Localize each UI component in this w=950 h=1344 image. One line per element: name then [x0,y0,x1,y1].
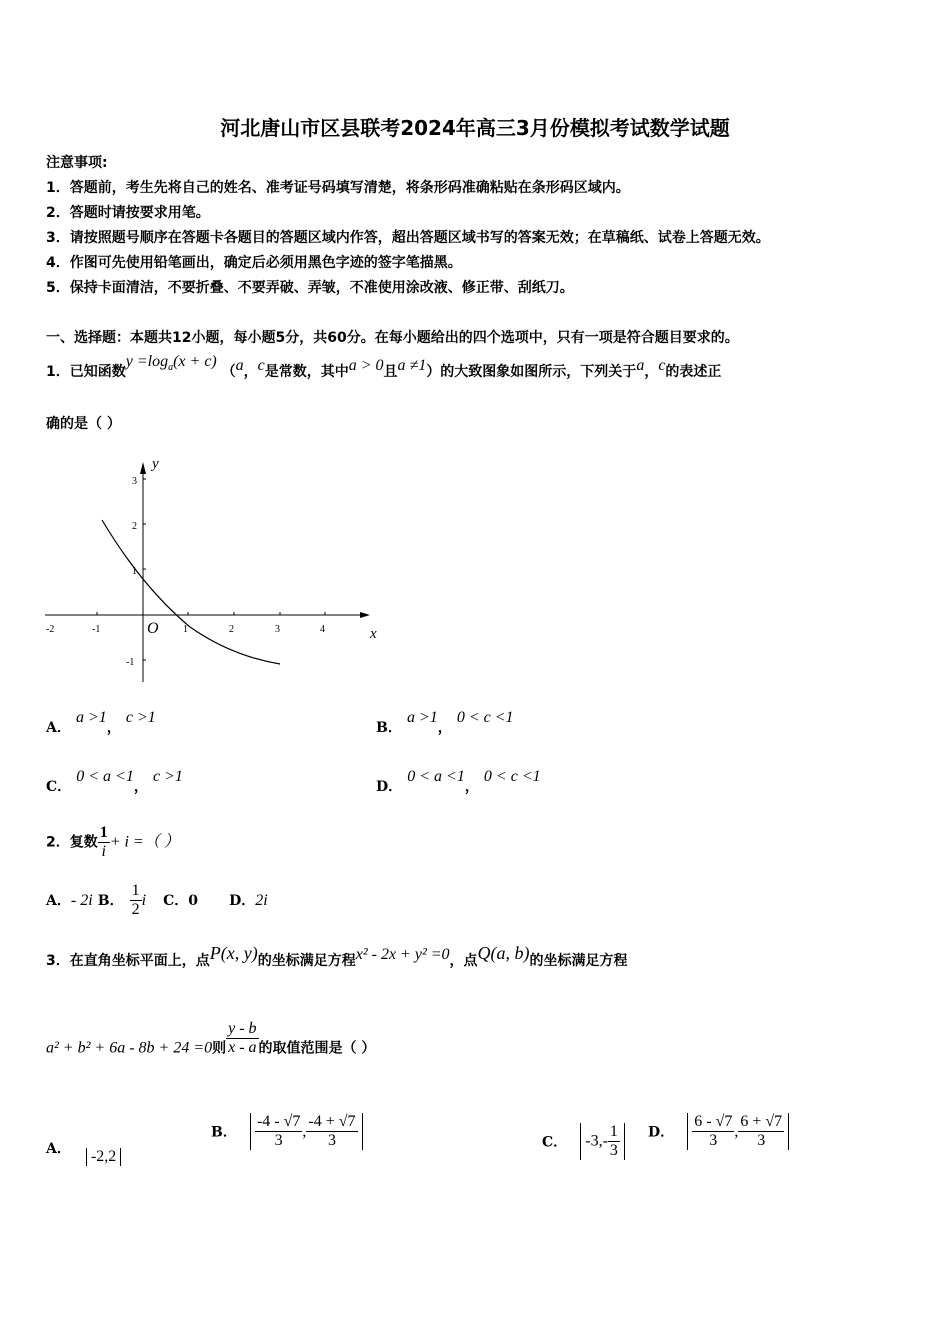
option-value: c >1 [152,768,183,785]
q1-option-d[interactable] [376,764,541,795]
q3-point-q: Q [477,943,491,963]
q2-text: 2．复数 [46,834,98,851]
q2-option-a[interactable]: A．- 2i [46,892,93,909]
option-value: 0 < a <1 [407,768,465,785]
y-axis-arrow [140,462,146,474]
question-1-line-2: 确的是（ ） [46,416,121,432]
q2-option-d[interactable]: D．2i [229,892,268,909]
q1-a-2: a [636,357,645,374]
q3-option-a[interactable]: A． -2,2 [46,1138,121,1158]
q3-text-4: 的坐标满足方程 [529,953,628,969]
notice-item-5: 5．保持卡面清洁，不要折叠、不要弄破、弄皱，不准使用涂改液、修正带、刮纸刀。 [46,280,574,296]
q3-equation-1: x² - 2x + y² =0 [355,946,450,963]
q1-text-2: （ [221,364,236,380]
q1-c: c [257,357,265,374]
option-value: a >1 [406,709,438,726]
option-label: C． [46,779,72,795]
q1-text-6: 的表述正 [665,364,722,380]
q3-option-b[interactable]: B． $\frac{-4 - √7}{3}$ , $\frac{-4 + √7}{3}$ [211,1113,363,1150]
y-tick-label: 2 [132,521,137,532]
q3-text-5: 则 [212,1040,227,1057]
x-tick-label: 2 [229,624,234,635]
q3-text-1: 3．在直角坐标平面上，点 [46,953,210,969]
notice-heading: 注意事项: [46,155,108,171]
option-value: a >1 [75,709,107,726]
q3-option-d[interactable]: D． $\frac{6 - √7}{3}$ , $\frac{6 + √7}{3}$ [648,1113,789,1150]
x-axis-arrow [360,612,370,618]
q1-c-2: c [658,357,666,374]
q1-text-1: 1．已知函数 [46,364,126,380]
q3-text-2: 的坐标满足方程 [257,953,356,969]
option-separator: ， [464,779,479,795]
option-value: 0 < c <1 [483,768,541,785]
q2-rest: + i =（ ） [109,833,180,851]
y-tick-label: 1 [132,566,137,577]
question-3-line-1 [46,944,628,976]
option-separator: ， [106,720,121,736]
notice-item-2: 2．答题时请按要求用笔。 [46,205,210,221]
q2-options [46,882,268,919]
q3-point-p-coords: (x, y) [220,943,258,963]
q1-comma-2: ， [644,364,659,380]
q3-text-3: ，点 [449,953,478,969]
function-graph [40,452,390,692]
option-label: A． [46,720,71,736]
q1-option-a[interactable] [46,705,156,736]
q3-point-q-coords: (a, b) [490,943,530,963]
q3-fraction: $\frac{y - b}{x - a}$ [228,1020,257,1056]
option-separator: ， [437,720,452,736]
x-tick-label: 4 [320,624,325,635]
option-value: c >1 [125,709,156,726]
x-tick-label: -2 [46,624,55,635]
y-axis-label: y [152,456,159,472]
option-label: D． [376,779,403,795]
q1-base: a [168,361,174,373]
y-tick-label: -1 [126,657,135,668]
origin-label: O [147,620,159,637]
option-value: 0 < c <1 [456,709,514,726]
notice-item-3: 3．请按照题号顺序在答题卡各题目的答题区域内作答，超出答题区域书写的答案无效；在草稿纸、试卷上答题无效。 [46,230,770,246]
q1-text-3: 是常数，其中 [264,364,349,380]
x-tick-label: 3 [275,624,280,635]
q3-point-p: P [209,943,221,963]
question-1-line-1 [46,352,721,398]
q1-option-c[interactable] [46,764,183,795]
log-curve [102,520,280,664]
q1-a: a [235,357,244,374]
q1-arg: (x + c) [173,353,217,370]
option-value: -2,2 [86,1148,121,1166]
option-separator: ， [133,779,148,795]
x-tick-label: -1 [92,624,101,635]
page-title: 河北唐山市区县联考2024年高三3月份模拟考试数学试题 [220,116,730,140]
q3-option-c[interactable]: C． -3,- $\frac{1}{3}$ [542,1123,625,1160]
q3-equation-2: a² + b² + 6a - 8b + 24 =0 [46,1039,213,1057]
q1-cond-1: a > 0 [348,357,384,374]
q2-option-c[interactable]: C．0 [163,893,199,909]
y-tick-label: 3 [132,476,137,487]
q1-func: y =log [125,353,169,370]
q2-option-b[interactable]: B． $\frac{1}{2}$ i [97,882,147,918]
q1-cond-2: a ≠1 [397,357,427,374]
q2-fraction: $\frac{1}{i}$ [99,824,108,860]
q1-text-5: ）的大致图象如图所示，下列关于 [426,364,637,380]
q1-option-b[interactable] [376,705,514,736]
notice-item-1: 1．答题前，考生先将自己的姓名、准考证号码填写清楚，将条形码准确粘贴在条形码区域内。 [46,180,630,196]
q3-text-6: 的取值范围是（ ） [258,1040,376,1057]
option-value: 0 < a <1 [76,768,134,785]
question-2 [46,824,180,861]
x-tick-label: 1 [183,624,188,635]
option-label: B． [376,720,402,736]
x-axis-label: x [370,626,377,642]
q1-text-4: 且 [383,364,398,380]
notice-item-4: 4．作图可先使用铅笔画出，确定后必须用黑色字迹的签字笔描黑。 [46,255,462,271]
q1-comma: ， [243,364,258,380]
question-3-line-2 [46,1020,376,1067]
section-heading: 一、选择题：本题共12小题，每小题5分，共60分。在每小题给出的四个选项中，只有一项是符合题目要求的。 [46,330,739,346]
